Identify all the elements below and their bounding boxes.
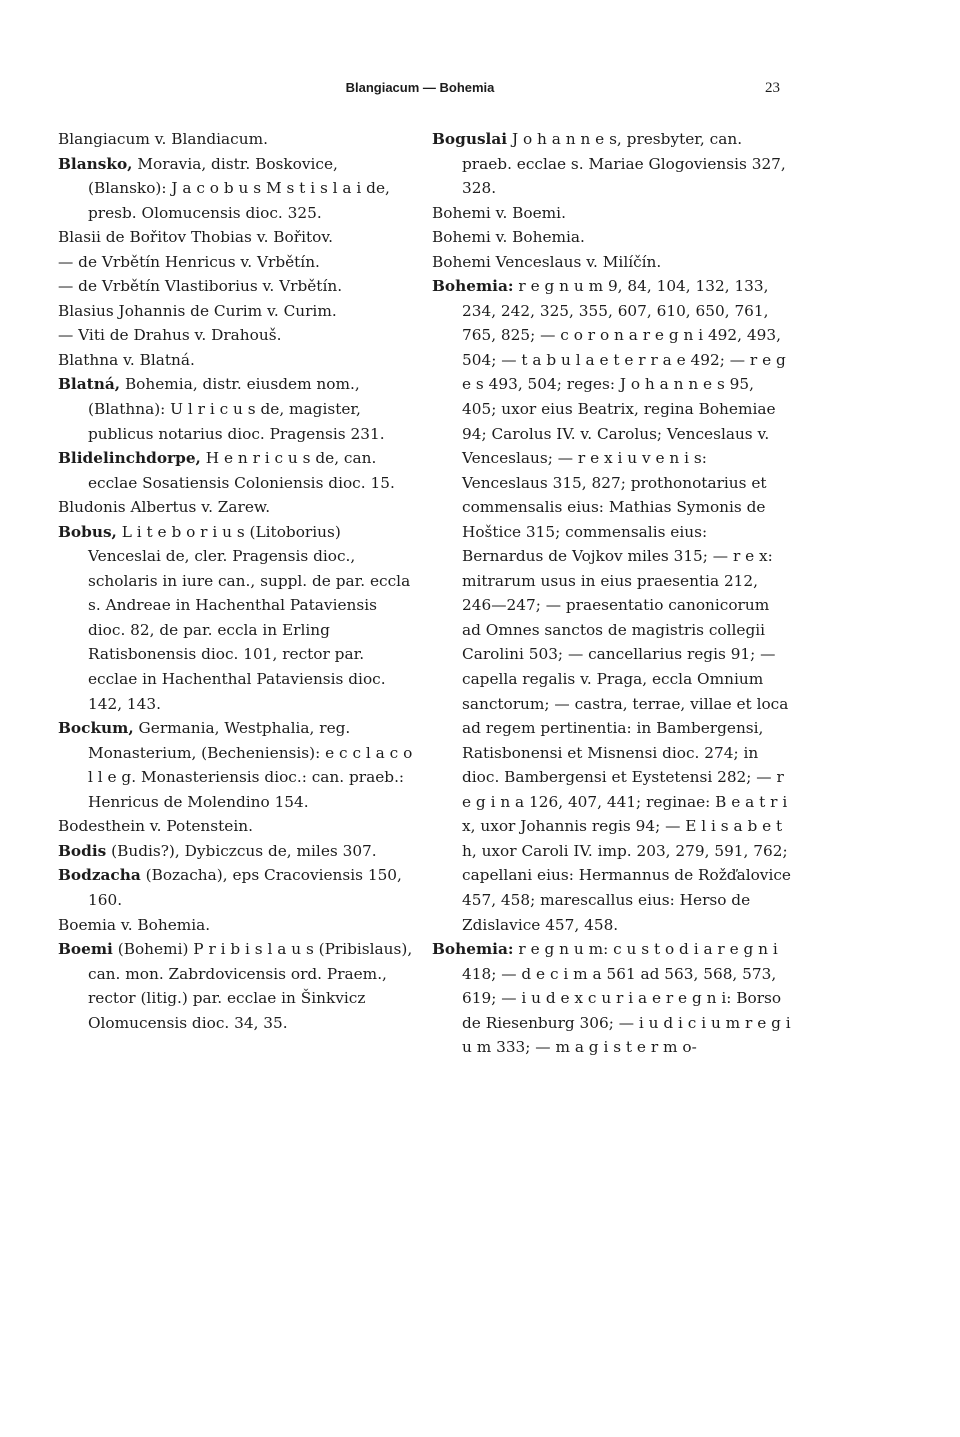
index-entry: Blidelinchdorpe, H e n r i c u s de, can. ecclae Sosatiensis Coloniensis dioc. 15. [58, 449, 395, 492]
index-entry: Bodzacha (Bozacha), eps Cracoviensis 150, 160. [58, 866, 402, 909]
index-entry: Bockum, Germania, Westphalia, reg. Monasterium, (Becheniensis): e c c l a c o l l e g. Monasteriensis dioc.: can. praeb.: Henricus de Molendino 154. [58, 719, 413, 811]
index-entry: Blasii de Bořitov Thobias v. Bořitov. [58, 228, 334, 247]
index-entry: Bohemi Venceslaus v. Milíčín. [432, 252, 662, 271]
index-entry: Boguslai J o h a n n e s, presbyter, can. praeb. ecclae s. Mariae Glogoviensis 327, 328. [432, 130, 786, 198]
index-entry: — de Vrbětín Henricus v. Vrbětín. [58, 252, 320, 271]
index-entry: — Viti de Drahus v. Drahouš. [58, 326, 282, 345]
index-entry: Bobus, L i t e b o r i u s (Litoborius) Venceslai de, cler. Pragensis dioc., scholaris in iure can., suppl. de par. eccla s. Andreae in Hachenthal Pataviensis dioc. 82, de par. eccla in Erling Ratisbonensis dioc. 101, rector par. ecclae in Hachenthal Pataviensis dioc. 142, 143. [58, 522, 411, 713]
index-entry: Bodis (Budis?), Dybiczcus de, miles 307. [58, 841, 377, 860]
index-entry: Blatná, Bohemia, distr. eiusdem nom., (Blathna): U l r i c u s de, magister, publicus notarius dioc. Pragensis 231. [58, 375, 385, 443]
index-entry: Bodesthein v. Potenstein. [58, 817, 253, 836]
index-entry: Blathna v. Blatná. [58, 350, 195, 369]
index-entry: Bohemi v. Boemi. [432, 203, 566, 222]
page-number: 23 [765, 80, 780, 96]
right-column [432, 127, 792, 1060]
index-entry: Blasius Johannis de Curim v. Curim. [58, 301, 337, 320]
index-entry: Bludonis Albertus v. Zarew. [58, 498, 271, 517]
index-entry: Boemi (Bohemi) P r i b i s l a u s (Pribislaus), can. mon. Zabrdovicensis ord. Praem., rector (litig.) par. ecclae in Šinkvicz Olomucensis dioc. 34, 35. [58, 940, 413, 1032]
page-header [0, 80, 960, 104]
index-entry: Bohemi v. Bohemia. [432, 228, 585, 247]
index-entry: Bohemia: r e g n u m 9, 84, 104, 132, 133, 234, 242, 325, 355, 607, 610, 650, 761, 765, 825; — c o r o n a r e g n i 492, 493, 504; — t a b u l a e t e r r a e 492; — r e g e s 493, 504; reges: J o h a n n e s 95, 405; uxor eius Beatrix, regina Bohemiae 94; Carolus IV. v. Carolus; Venceslaus v. Venceslaus; — r e x i u v e n i s: Venceslaus 315, 827; prothonotarius et commensalis eius: Mathias Symonis de Hoštice 315; commensalis eius: Bernardus de Vojkov miles 315; — r e x: mitrarum usus in eius praesentia 212, 246—247; — praesentatio canonicorum ad Omnes sanctos de magistris collegii Carolini 503; — cancellarius regis 91; — capella regalis v. Praga, eccla Omnium sanctorum; — castra, terrae, villae et loca ad regem pertinentia: in Bambergensi, Ratisbonensi et Misnensi dioc. 274; in dioc. Bambergensi et Eystetensi 282; — r e g i n a 126, 407, 441; reginae: B e a t r i x, uxor Johannis regis 94; — E l i s a b e t h, uxor Caroli IV. imp. 203, 279, 591, 762; capellani eius: Hermannus de Rožďalovice 457, 458; marescallus eius: Herso de Zdislavice 457, 458. [432, 277, 791, 934]
left-column [58, 127, 413, 1035]
index-entry: Blangiacum v. Blandiacum. [58, 130, 268, 148]
index-entry: Bohemia: r e g n u m: c u s t o d i a r e g n i 418; — d e c i m a 561 ad 563, 568, 573, 619; — i u d e x c u r i a e r e g n i: Borso de Riesenburg 306; — i u d i c i u m r e g i u m 333; — m a g i s t e r m o- [432, 940, 791, 1057]
index-entry: Blansko, Moravia, distr. Boskovice, (Blansko): J a c o b u s M s t i s l a i de, presb. Olomucensis dioc. 325. [58, 154, 390, 222]
index-entry: — de Vrbětín Vlastiborius v. Vrbětín. [58, 277, 343, 296]
running-head: Blangiacum — Bohemia [345, 80, 495, 95]
index-entry: Boemia v. Bohemia. [58, 915, 211, 934]
